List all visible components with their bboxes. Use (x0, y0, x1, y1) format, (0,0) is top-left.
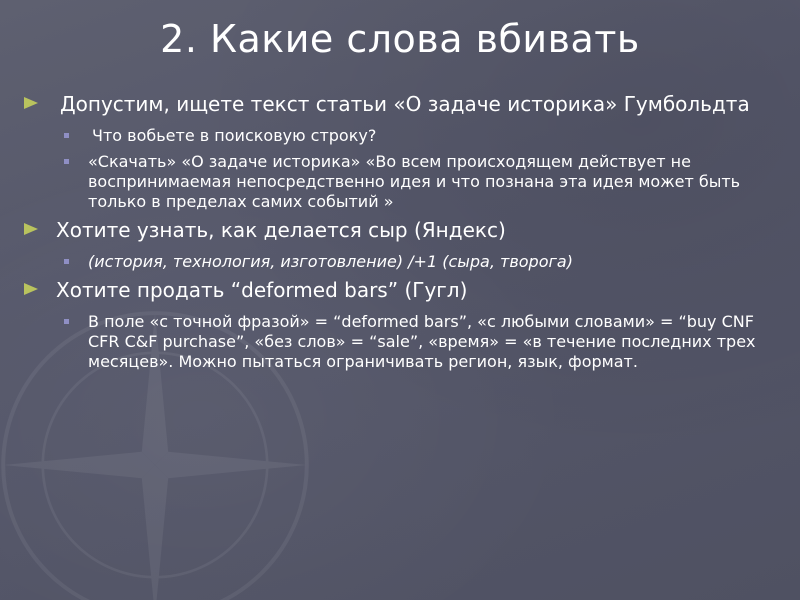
slide-title: 2. Какие слова вбивать (160, 17, 640, 61)
sub-bullet-item (24, 312, 784, 372)
square-bullet-icon (64, 159, 69, 164)
sub-bullet-text: Что вобьете в поисковую строку? (92, 126, 377, 145)
sub-bullet-item (24, 152, 784, 212)
bullet-item (24, 218, 784, 242)
bullet-text: Хотите узнать, как делается сыр (Яндекс) (56, 218, 506, 242)
bullet-item (24, 278, 784, 302)
triangle-bullet-icon (24, 223, 38, 235)
square-bullet-icon (64, 133, 69, 138)
sub-bullet-item (24, 126, 784, 146)
square-bullet-icon (64, 259, 69, 264)
bullet-text: Хотите продать “deformed bars” (Гугл) (56, 278, 468, 302)
square-bullet-icon (64, 319, 69, 324)
bullet-item (24, 92, 784, 116)
triangle-bullet-icon (24, 283, 38, 295)
triangle-bullet-icon (24, 97, 38, 109)
slide-content (24, 92, 784, 378)
sub-bullet-item (24, 252, 784, 272)
bullet-text: Допустим, ищете текст статьи «О задаче историка» Гумбольдта (60, 92, 750, 116)
sub-bullet-text: «Скачать» «О задаче историка» «Во всем происходящем действует не воспринимаемая непосредственно идея и что познана эта идея может быть только в пределах самих событий » (88, 152, 741, 211)
sub-bullet-text: В поле «с точной фразой» = “deformed bars”, «с любыми словами» = “buy CNF CFR C&F purchase”, «без слов» = “sale”, «время» = «в течение последних трех месяцев». Можно пытаться ограничивать регион, язык, формат. (88, 312, 756, 371)
sub-bullet-text: (история, технология, изготовление) /+1 (сыра, творога) (88, 252, 573, 271)
